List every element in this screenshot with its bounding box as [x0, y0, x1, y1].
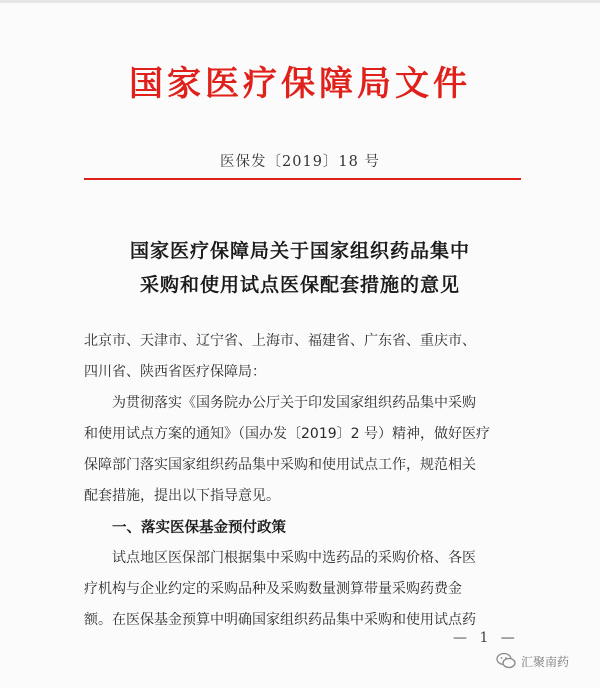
body-paragraph-1-line-4: 配套措施，提出以下指导意见。: [84, 488, 280, 504]
addressee-line-2: 四川省、陕西省医疗保障局：: [84, 364, 266, 380]
body-paragraph-2-line-3: 额。在医保基金预算中明确国家组织药品集中采购和使用试点药: [84, 612, 476, 628]
wechat-icon: [496, 652, 516, 670]
body-paragraph-2-line-1: 试点地区医保部门根据集中采购中选药品的采购价格、各医: [112, 550, 476, 566]
red-separator-line: [84, 178, 521, 180]
document-title-line-1: 国家医疗保障局关于国家组织药品集中: [129, 240, 470, 262]
page-top-edge: [0, 0, 600, 3]
section-heading-1: 一、落实医保基金预付政策: [112, 520, 286, 536]
watermark-label: 汇聚南药: [521, 654, 570, 669]
body-paragraph-1-line-2: 和使用试点方案的通知》（国办发〔2019〕2 号）精神，做好医疗: [84, 426, 490, 442]
document-number: 医保发〔2019〕18 号: [220, 154, 380, 170]
body-paragraph-1-line-1: 为贯彻落实《国务院办公厅关于印发国家组织药品集中采购: [112, 395, 476, 411]
watermark: [496, 650, 569, 672]
document-title-line-2: 采购和使用试点医保配套措施的意见: [139, 274, 460, 296]
body-paragraph-2-line-2: 疗机构与企业约定的采购品种及采购数量测算带量采购药费金: [84, 581, 462, 597]
body-paragraph-1-line-3: 保障部门落实国家组织药品集中采购和使用试点工作，规范相关: [84, 457, 476, 473]
page-number: — 1 —: [453, 630, 519, 646]
addressee-line-1: 北京市、天津市、辽宁省、上海市、福建省、广东省、重庆市、: [84, 333, 476, 349]
document-header: 国家医疗保障局文件: [129, 64, 471, 104]
